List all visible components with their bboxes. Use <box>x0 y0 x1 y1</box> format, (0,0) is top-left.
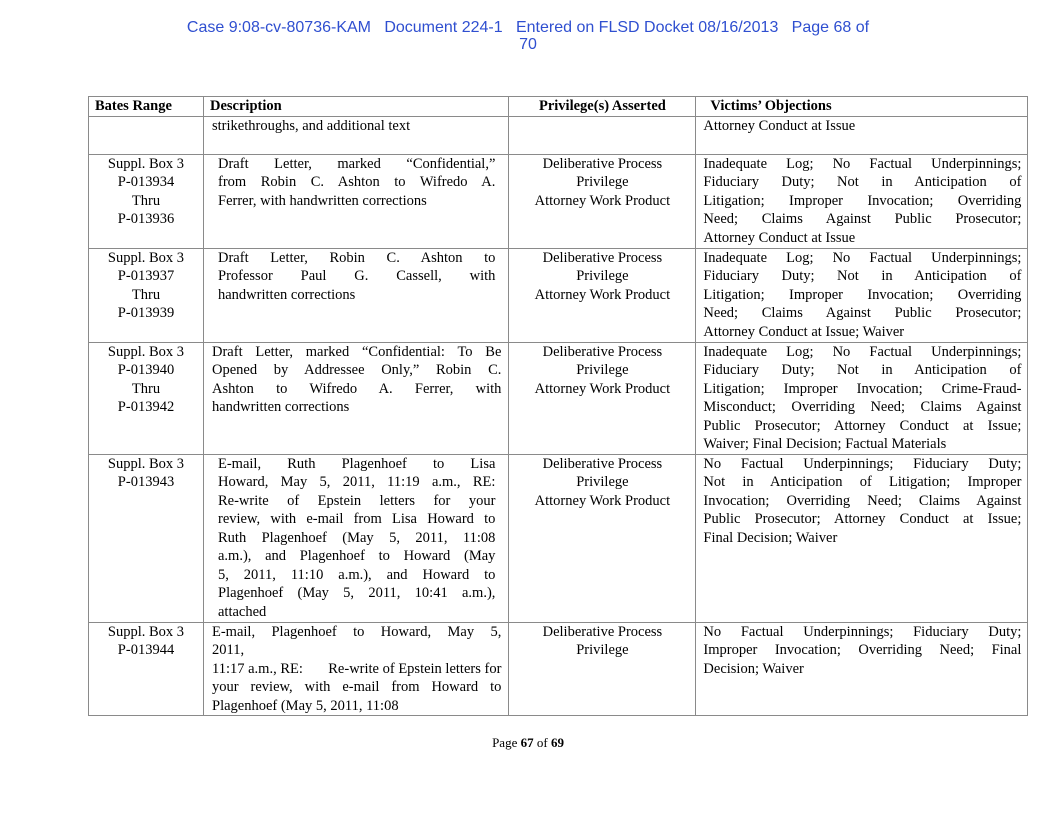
cell-line: Attorney Work Product <box>534 192 671 209</box>
cell-line: from Robin C. Ashton to Wifredo A. <box>218 174 496 190</box>
cell-line: Decision; Waiver <box>703 660 804 677</box>
cell-line: Attorney Conduct at Issue; Waiver <box>703 323 905 340</box>
cell-line: Privilege <box>576 474 629 490</box>
table-row <box>89 116 1028 154</box>
cell-line: Deliberative Process <box>542 249 663 266</box>
cell-line: Public Prosecutor; Attorney Conduct at Issue; <box>703 511 1022 527</box>
cell-line: Professor Paul G. Cassell, with <box>218 268 496 284</box>
cell-line: Attorney Work Product <box>534 286 671 303</box>
cell-line: Suppl. Box 3 <box>107 343 185 360</box>
cell-line: 2011, <box>212 642 245 658</box>
privilege-log-table <box>88 96 1028 716</box>
cell-line: Ashton to Wifredo A. Ferrer, with <box>212 380 502 397</box>
cell-line: Inadequate Log; No Factual Underpinnings; <box>703 249 1022 266</box>
cell-line: Ferrer, with handwritten corrections <box>218 192 427 209</box>
cell-line: Final Decision; Waiver <box>703 529 838 546</box>
privilege-cell <box>509 116 696 154</box>
cell-line: Not in Anticipation of Litigation; Improper <box>703 474 1022 490</box>
cell-line: Invocation; Overriding Need; Claims Against <box>703 492 1022 509</box>
page-footer <box>0 735 1056 751</box>
cell-line: attached <box>218 603 267 620</box>
objections-cell <box>696 622 1028 716</box>
cell-line: Attorney Conduct at Issue <box>703 117 856 134</box>
cell-line: P-013942 <box>117 399 175 415</box>
docket-header-line1: Case 9:08-cv-80736-KAM Document 224-1 Entered on FLSD Docket 08/16/2013 Page 68 of <box>186 19 870 36</box>
cell-line: Thru <box>131 380 161 397</box>
footer-page-number: 67 <box>520 735 534 750</box>
cell-line: P-013934 <box>117 174 175 190</box>
cell-line: Suppl. Box 3 <box>107 155 185 172</box>
cell-line: Thru <box>131 286 161 303</box>
cell-line: Suppl. Box 3 <box>107 249 185 266</box>
description-cell <box>204 622 509 716</box>
cell-line: P-013940 <box>117 362 175 378</box>
cell-line: Fiduciary Duty; Not in Anticipation of <box>703 268 1022 284</box>
cell-line: P-013939 <box>117 305 175 321</box>
cell-line: strikethroughs, and additional text <box>212 117 411 134</box>
cell-line: Re-write of Epstein letters for your <box>218 492 496 509</box>
cell-line: Litigation; Improper Invocation; Crime-Fraud- <box>703 380 1022 397</box>
cell-line: Deliberative Process <box>542 455 663 472</box>
cell-line: Privilege <box>576 174 629 190</box>
cell-line: Litigation; Improper Invocation; Overriding <box>703 286 1022 303</box>
docket-header-line2: 70 <box>519 36 537 53</box>
cell-line: Deliberative Process <box>542 623 663 640</box>
cell-line: Waiver; Final Decision; Factual Materials <box>703 436 947 452</box>
description-cell <box>204 116 509 154</box>
objections-cell <box>696 116 1028 154</box>
cell-line: No Factual Underpinnings; Fiduciary Duty; <box>703 623 1022 640</box>
cell-line: Draft Letter, marked “Confidential,” <box>218 155 496 172</box>
cell-line: P-013936 <box>117 211 175 227</box>
cell-line: Opened by Addressee Only,” Robin C. <box>212 362 502 378</box>
bates-range-cell <box>89 622 204 716</box>
objections-cell <box>696 454 1028 622</box>
cell-line: review, with e-mail from Lisa Howard to <box>218 511 496 527</box>
cell-line: Privilege <box>576 642 629 658</box>
description-cell <box>204 342 509 454</box>
privilege-cell <box>509 342 696 454</box>
footer-mid: of <box>533 735 551 750</box>
description-cell <box>204 248 509 342</box>
col-privileges: Privilege(s) Asserted <box>509 97 696 117</box>
cell-line: Deliberative Process <box>542 343 663 360</box>
bates-range-cell <box>89 454 204 622</box>
cell-line: P-013937 <box>117 268 175 284</box>
privilege-cell <box>509 454 696 622</box>
cell-line: a.m.), and Plagenhoef to Howard (May <box>218 548 496 564</box>
cell-line: 5, 2011, 11:10 a.m.), and Howard to <box>218 566 496 583</box>
cell-line: Suppl. Box 3 <box>107 623 185 640</box>
objections-cell <box>696 342 1028 454</box>
cell-line: E-mail, Plagenhoef to Howard, May 5, <box>212 623 502 640</box>
cell-line: P-013944 <box>117 642 175 658</box>
bates-range-cell <box>89 116 204 154</box>
cell-line: No Factual Underpinnings; Fiduciary Duty; <box>703 455 1022 472</box>
cell-line: Attorney Work Product <box>534 380 671 397</box>
cell-line: your review, with e-mail from Howard to <box>212 679 502 695</box>
cell-line: Inadequate Log; No Factual Underpinnings; <box>703 343 1022 360</box>
cell-line: Plagenhoef (May 5, 2011, 11:08 <box>212 697 399 714</box>
privilege-cell <box>509 154 696 248</box>
cell-line: Need; Claims Against Public Prosecutor; <box>703 305 1022 321</box>
cell-line: Fiduciary Duty; Not in Anticipation of <box>703 362 1022 378</box>
docket-header <box>0 19 1056 53</box>
table-row <box>89 622 1028 716</box>
objections-cell <box>696 154 1028 248</box>
cell-line: P-013943 <box>117 474 175 490</box>
footer-total-pages: 69 <box>550 735 564 750</box>
bates-range-cell <box>89 342 204 454</box>
cell-line: Howard, May 5, 2011, 11:19 a.m., RE: <box>218 474 496 490</box>
table-row <box>89 154 1028 248</box>
table-row <box>89 342 1028 454</box>
cell-line: Thru <box>131 192 161 209</box>
cell-line: Misconduct; Overriding Need; Claims Against <box>703 399 1022 415</box>
cell-line: Need; Claims Against Public Prosecutor; <box>703 211 1022 227</box>
cell-line: Privilege <box>576 268 629 284</box>
col-objections: Victims’ Objections <box>696 97 1028 117</box>
cell-line: Plagenhoef (May 5, 2011, 10:41 a.m.), <box>218 585 496 601</box>
cell-line: Draft Letter, Robin C. Ashton to <box>218 249 496 266</box>
footer-prefix: Page <box>492 735 521 750</box>
cell-line: Draft Letter, marked “Confidential: To Be <box>212 343 502 360</box>
objections-cell <box>696 248 1028 342</box>
cell-line: 11:17 a.m., RE: Re-write of Epstein letters for <box>212 660 502 677</box>
cell-line: Improper Invocation; Overriding Need; Final <box>703 642 1022 658</box>
cell-line: Suppl. Box 3 <box>107 455 185 472</box>
cell-line: Fiduciary Duty; Not in Anticipation of <box>703 174 1022 190</box>
cell-line: Ruth Plagenhoef (May 5, 2011, 11:08 <box>218 529 496 546</box>
cell-line: Public Prosecutor; Attorney Conduct at Issue; <box>703 417 1022 434</box>
table-row <box>89 454 1028 622</box>
cell-line: Attorney Work Product <box>534 492 671 509</box>
cell-line: E-mail, Ruth Plagenhoef to Lisa <box>218 455 496 472</box>
cell-line: Attorney Conduct at Issue <box>703 229 856 246</box>
col-bates-range: Bates Range <box>89 97 204 117</box>
cell-line: Privilege <box>576 362 629 378</box>
table-header-row <box>89 97 1028 117</box>
description-cell <box>204 454 509 622</box>
bates-range-cell <box>89 248 204 342</box>
description-cell <box>204 154 509 248</box>
cell-line: Litigation; Improper Invocation; Overriding <box>703 192 1022 209</box>
cell-line: Deliberative Process <box>542 155 663 172</box>
privilege-cell <box>509 622 696 716</box>
cell-line: handwritten corrections <box>212 399 350 415</box>
bates-range-cell <box>89 154 204 248</box>
cell-line: Inadequate Log; No Factual Underpinnings; <box>703 155 1022 172</box>
privilege-cell <box>509 248 696 342</box>
col-description: Description <box>204 97 509 117</box>
table-row <box>89 248 1028 342</box>
cell-line: handwritten corrections <box>218 286 356 303</box>
